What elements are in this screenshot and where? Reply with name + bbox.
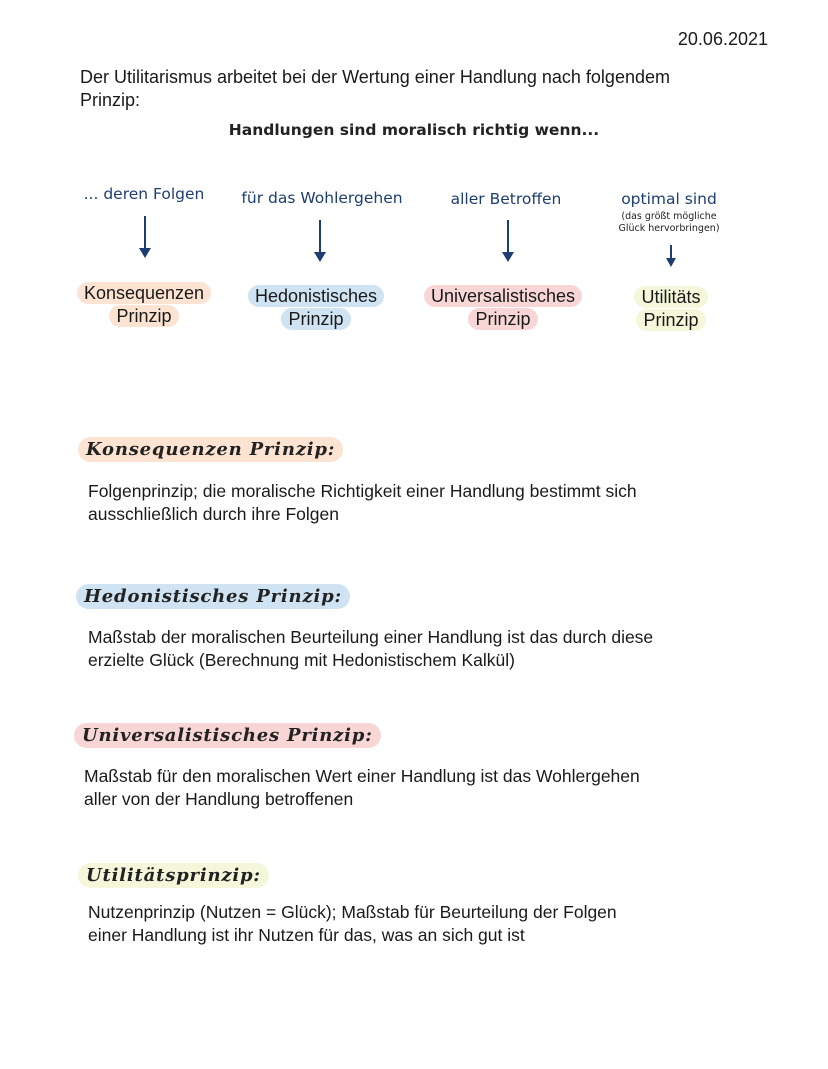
section-text-hedonistic [88,626,768,671]
column-note [584,211,754,235]
section-heading-consequences: Konsequenzen Prinzip: [78,437,343,462]
section-line-2: ausschließlich durch ihre Folgen [88,503,339,524]
section-line-2: erzielte Glück (Berechnung mit Hedonistischem Kalkül) [88,649,515,670]
section-heading-universalistic: Universalistisches Prinzip: [74,723,381,748]
intro-line-1: Der Utilitarismus arbeitet bei der Wertung einer Handlung nach folgendem [80,67,670,87]
section-line-1: Folgenprinzip; die moralische Richtigkeit einer Handlung bestimmt sich [88,481,637,501]
note-line-1: (das größt mögliche [621,211,717,222]
section-heading-hedonistic: Hedonistisches Prinzip: [76,584,350,609]
arrow-down-icon [137,214,153,260]
column-top-text: optimal sind [621,190,717,208]
label-line-1: Utilitäts [634,286,707,308]
column-hedonistic [237,189,407,207]
label-line-2: Prinzip [281,308,350,330]
label-line-2: Prinzip [109,305,178,327]
section-text-consequences [88,480,768,525]
section-text-utility [88,901,768,946]
intro-paragraph [80,66,760,112]
section-text-universalistic [84,765,764,810]
section-line-2: aller von der Handlung betroffenen [84,788,354,809]
column-universalistic [421,190,591,208]
label-hedonistic [226,285,406,331]
arrow-down-icon [312,218,328,264]
date: 20.06.2021 [677,29,768,49]
label-line-2: Prinzip [468,308,537,330]
column-top-text: für das Wohlergehen [241,189,403,207]
section-line-2: einer Handlung ist ihr Nutzen für das, was an sich gut ist [88,924,525,945]
column-top-text: ... deren Folgen [83,185,205,203]
note-line-2: Glück hervorbringen) [618,223,720,234]
label-consequences [54,282,234,328]
column-utility [584,190,754,235]
column-top-text: aller Betroffen [450,190,562,208]
arrow-down-icon [663,243,679,269]
column-consequences [59,185,229,203]
section-heading-utility: Utilitätsprinzip: [78,863,269,888]
label-line-2: Prinzip [636,309,705,331]
section-line-1: Maßstab der moralischen Beurteilung einer Handlung ist das durch diese [88,627,654,647]
label-line-1: Konsequenzen [77,282,211,304]
subtitle: Handlungen sind moralisch richtig wenn... [228,121,600,139]
label-utility [596,286,746,332]
intro-line-2: Prinzip: [80,90,141,110]
label-line-1: Hedonistisches [248,285,384,307]
section-line-1: Maßstab für den moralischen Wert einer Handlung ist das Wohlergehen [84,766,640,786]
section-line-1: Nutzenprinzip (Nutzen = Glück); Maßstab für Beurteilung der Folgen [88,902,617,922]
label-line-1: Universalistisches [424,285,582,307]
arrow-down-icon [500,218,516,264]
label-universalistic [408,285,598,331]
